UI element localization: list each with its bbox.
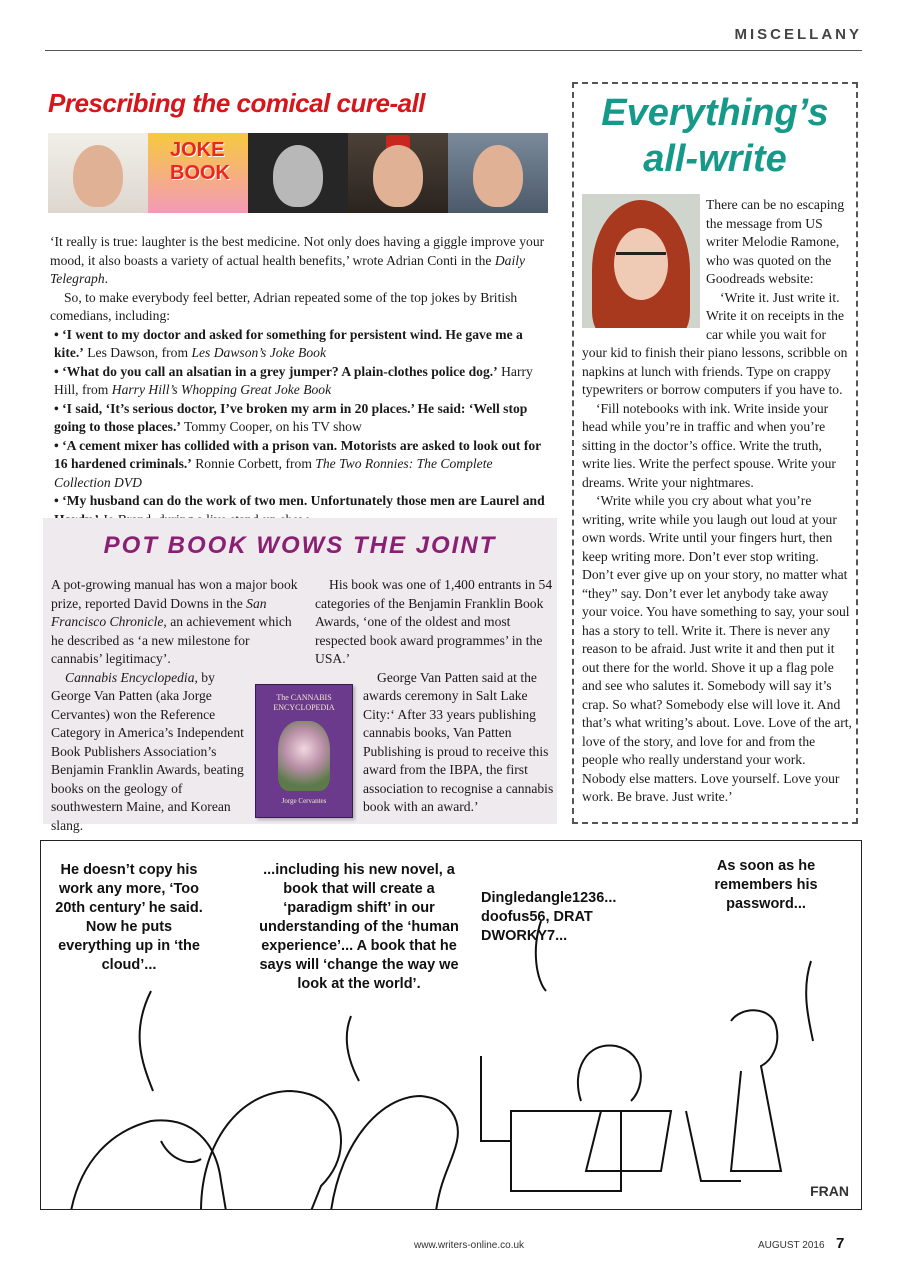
joke-book-label: JOKE BOOK [170, 139, 230, 184]
panel-paragraph: ‘Write while you cry about what you’re writing, write while you laugh out loud at your own words. Write until your fingers hurt, then keep writing more. Don’t ever stop writing. Don’t ever give up on your story, no matter what “they” say. Don’t ever let anybody take away your voice. You have something to say, your soul has a story to tell. Write it. There is never any reason to be afraid. Just write it and then put it out there for the world. Shove it up a flag pole and see who salutes it. Somebody will say it’s crap. So what? Somebody else will love it. And that’s what writing’s about. Love. Love of the art, love of the story, and love for and from the people who really understand your work. Nobody else matters. Love yourself. Love your work. Be brave. Just write.’ [582, 493, 852, 804]
pot-paragraph: A pot-growing manual has won a major book prize, reported David Downs in the San Francisco Chronicle, an achievement which he described as ‘a new milestone for cannabis’ legitimacy’. [51, 577, 298, 666]
comedian-photo [48, 133, 148, 213]
joke-item: • ‘I said, ‘It’s serious doctor, I’ve broken my arm in 20 places.’ He said: ‘Well stop going to those places.’ Tommy Cooper, on his TV show [54, 400, 528, 434]
footer-date: AUGUST 2016 [758, 1240, 825, 1251]
everything-all-write-panel [572, 82, 858, 824]
pot-book-panel [43, 518, 557, 833]
book-cover-title: The CANNABIS ENCYCLOPEDIA [273, 693, 335, 712]
lead-in-paragraph: So, to make everybody feel better, Adrian repeated some of the top jokes by British comedians, including: [50, 289, 518, 323]
article-body [50, 233, 550, 529]
pot-paragraph: George Van Patten said at the awards ceremony in Salt Lake City:‘ After 33 years publishing cannabis books, Van Patten Publishing is proud to receive this award from the IBPA, the first association to recognise a cannabis book with an award.’ [363, 669, 554, 814]
cartoon-caption-3: Dingledangle1236... doofus56, DRAT DWORKY7... [481, 890, 617, 944]
joke-item: • ‘I went to my doctor and asked for something for persistent wind. He gave me a kite.’ Les Dawson, from Les Dawson’s Joke Book [54, 326, 523, 360]
joke-item: • ‘My husband can do the work of two men. Unfortunately those men are Laurel and [54, 493, 545, 508]
comedian-photo [448, 133, 548, 213]
joke-book-cover [148, 133, 248, 213]
footer-url: www.writers-online.co.uk [414, 1240, 525, 1251]
panel-body [582, 196, 852, 807]
top-divider [45, 50, 862, 51]
intro-paragraph: ‘It really is true: laughter is the best medicine. Not only does having a giggle improve your mood, it also boasts a variety of actual health benefits,’ wrote Adrian Conti in the Daily Telegraph. [50, 234, 545, 286]
article-title: Prescribing the comical cure-all [48, 88, 426, 118]
book-cover-author: Jorge Cervantes [281, 797, 327, 805]
pot-book-title: POT BOOK WOWS THE JOINT [103, 532, 497, 559]
cartoon-panel [40, 840, 862, 1210]
page-number: 7 [836, 1235, 845, 1252]
section-label: MISCELLANY [734, 26, 862, 43]
panel-paragraph: ‘Write it. Just write it. Write it on receipts in the car while you wait for your kid to finish their piano lessons, scribble on napkins at lunch with friends. Type on crappy typewriters or borrow computers if you have to. [582, 289, 848, 397]
cartoon-caption-4: As soon as he remembers his password... [714, 858, 818, 912]
panel-title [574, 90, 856, 182]
comedian-photo [248, 133, 348, 213]
cannabis-encyclopedia-cover [255, 684, 353, 818]
pot-paragraph: Cannabis Encyclopedia, by George Van Patten (aka Jorge Cervantes) won the Reference Category in America’s Independent Book Publishers Association’s Benjamin Franklin Awards, beating books on the geology of southwestern Maine, and Korean slang. [51, 669, 244, 833]
joke-item: • ‘What do you call an alsatian in a grey jumper? A plain-clothes police dog.’ Harry Hill, from Harry Hill’s Whopping Great Joke Book [54, 363, 533, 397]
panel-title-line: all-write [643, 138, 787, 180]
cartoonist-signature: FRAN [810, 1183, 849, 1199]
panel-paragraph: There can be no escaping the message from US writer Melodie Ramone, who was quoted on the Goodreads website: [706, 197, 845, 286]
cartoon-caption-2: ...including his new novel, a book that will create a ‘paradigm shift’ in our understanding of the ‘human experience’... A book that he says will ‘change the way we look at the world’. [259, 862, 459, 992]
comedian-photo [348, 133, 448, 213]
plant-illustration [278, 721, 330, 791]
joke-item: • ‘A cement mixer has collided with a prison van. Motorists are asked to look out for 16 hardened criminals.’ Ronnie Corbett, from The Two Ronnies: The Complete Collection DVD [54, 437, 541, 490]
panel-title-line: Everything’s [601, 92, 829, 134]
panel-paragraph: ‘Fill notebooks with ink. Write inside your head while you’re in traffic and when you’re sitting in the doctor’s office. Write the truth, write lies. Write the perfect spouse. Write your dreams. Write your nightmares. [582, 400, 836, 490]
cartoon-caption-1: He doesn’t copy his work any more, ‘Too 20th century’ he said. Now he puts everything up in ‘the cloud’... [55, 862, 203, 973]
comedian-photo-strip [48, 133, 548, 213]
pot-paragraph: His book was one of 1,400 entrants in 54 categories of the Benjamin Franklin Book Awards, ‘one of the oldest and most respected book award programmes’ in the USA.’ [315, 577, 553, 666]
